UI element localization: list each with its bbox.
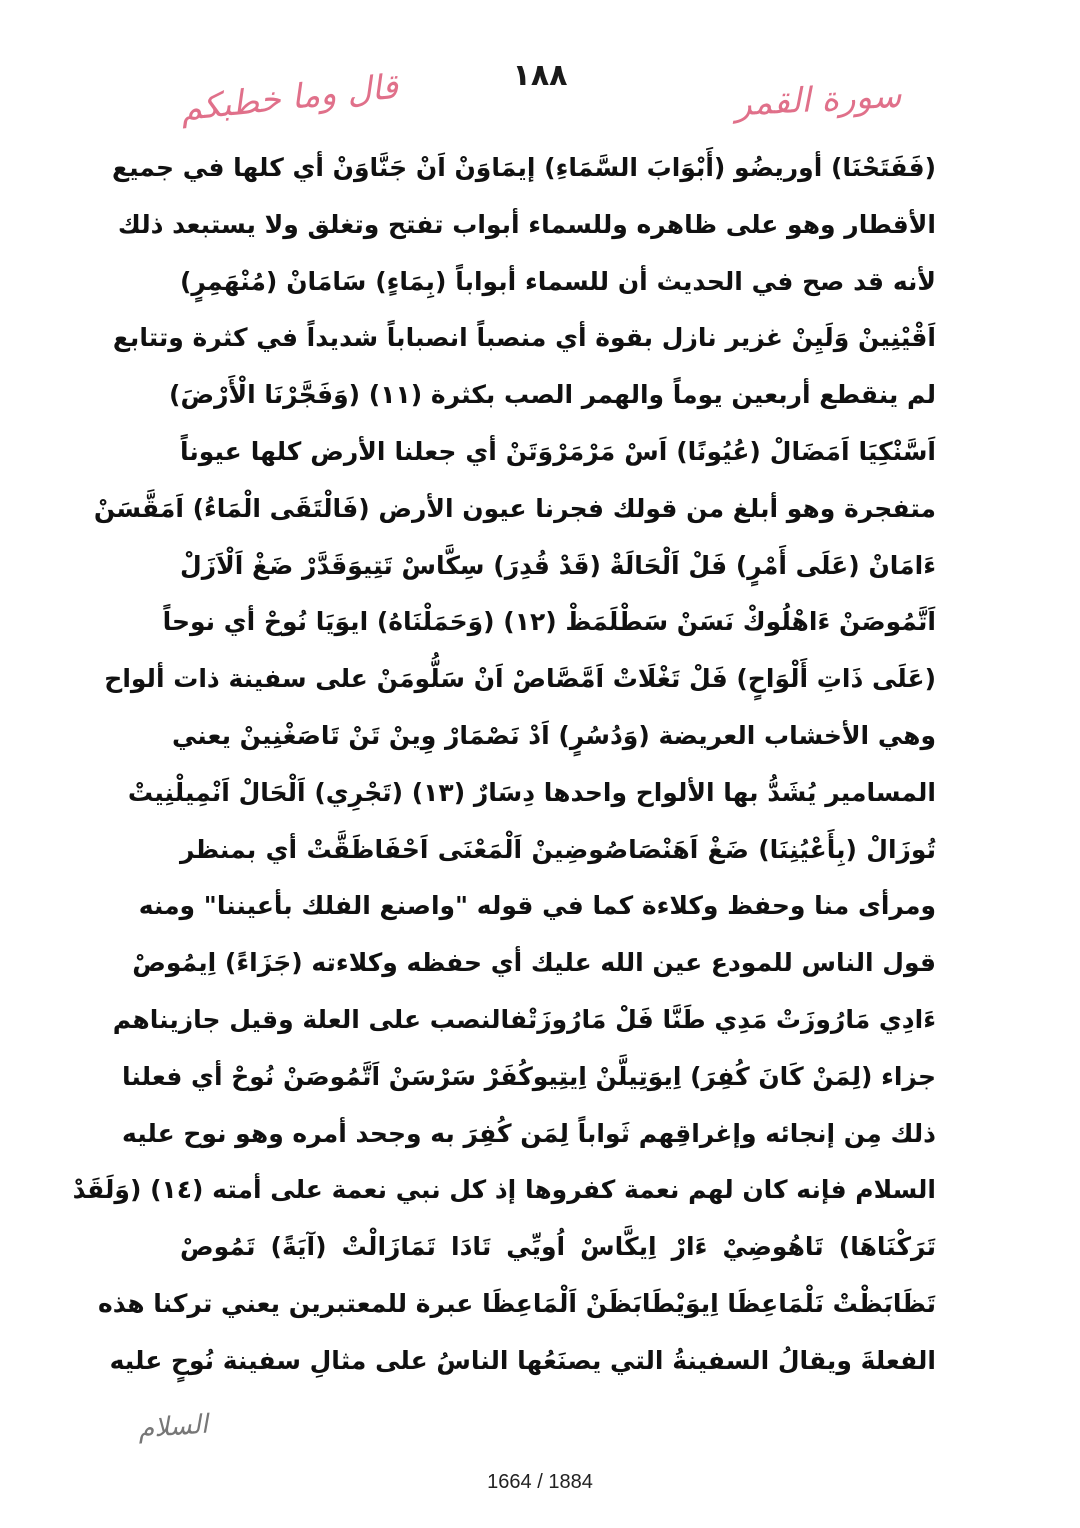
text-line: ءَادِي مَارُوزَتْ مَدِي طَنَّا فَلْ مَارُوزَتْفالنصب على العلة وقيل جازيناهم [112, 1004, 936, 1034]
text-line: تُوزَالْ (بِأَعْيُنِنَا) ضَغْ اَهَنْصَاصُوضِينْ اَلْمَعْنَى اَحْفَاظَقَّتْ أي بمنظر [180, 834, 936, 864]
text-line: السلام فإنه كان لهم نعمة كفروها إذ كل نبي نعمة على أمته (١٤) (وَلَقَدْ [72, 1175, 936, 1205]
text-line: (فَفَتَحْنَا) أوريضُو (أَبْوَابَ السَّمَاءِ) إيمَاوَنْ اَنْ جَنَّاوَنْ أي كلها في جميع [112, 153, 936, 182]
text-line: لأنه قد صح في الحديث أن للسماء أبواباً (بِمَاءٍ) سَامَانْ (مُنْهَمِرٍ) [180, 266, 936, 296]
handwritten-note-bottom: السلام [137, 1409, 209, 1445]
text-line: ذلك مِن إنجائه وإغراقِهم ثَواباً لِمَن كُفِرَ به وجحد أمره وهو نوح عليه [122, 1118, 936, 1148]
text-line: الأقطار وهو على ظاهره وللسماء أبواب تفتح وتغلق ولا يستبعد ذلك [117, 209, 936, 239]
text-line: وهي الأخشاب العريضة (وَدُسُرٍ) اَدْ نَصْمَارْ وِينْ تَنْ تَاصَغْنِينْ يعني [171, 720, 936, 750]
handwritten-note-left: قال وما خطبكم [178, 66, 400, 130]
text-line: متفجرة وهو أبلغ من قولك فجرنا عيون الأرض (فَالْتَقَى الْمَاءُ) اَمَقَّسَنْ [93, 493, 936, 523]
text-line: جزاء (لِمَنْ كَانَ كُفِرَ) اِيوَتِيلَّنْ اِيتِيوكُفَرْ سَرْسَنْ اَتَّمُوصَنْ نُوحْ أي فعلنا [122, 1061, 936, 1091]
text-line: ومرأى منا وحفظ وكلاءة كما في قوله "واصنع الفلك بأعيننا" ومنه [138, 891, 936, 921]
text-line: اَقْيْنِينْ وَلَيِنْ غزير نازل بقوة أي منصباً انصباباً شديداً في كثرة وتتابع [112, 323, 936, 353]
text-line: لم ينقطع أربعين يوماً والهمر الصب بكثرة (١١) (وَفَجَّرْنَا الْأَرْضَ) [169, 380, 936, 410]
text-line: اَسَّنْكِيَا اَمَضَالْ (عُيُونًا) اَسْ مَرْمَرْوَتَنْ أي جعلنا الأرض كلها عيوناً [180, 436, 936, 466]
text-line: تَظَابَظْتْ نَلْمَاعِظَا اِيوَيْطَابَظَنْ اَلْمَاعِظَا عبرة للمعتبرين يعني تركنا هذه [98, 1288, 936, 1318]
text-line: (عَلَى ذَاتِ أَلْوَاحٍ) فَلْ تَغْلَاتْ اَمَّصَّاصْ اَنْ سَلُّومَنْ على سفينة ذات ألواح [104, 664, 936, 694]
page-number: ١٨٨ [512, 58, 568, 93]
text-line: المسامير يُشَدُّ بها الألواح واحدها دِسَارٌ (١٣) (تَجْرِي) اَلْحَالْ اَنْمِيلْنِيتْ [127, 777, 936, 807]
text-line: الفعلةَ ويقالُ السفينةُ التي يصنَعُها الناسُ على مثالِ سفينة نُوحٍ عليه [109, 1345, 936, 1375]
text-line: ءَامَانْ (عَلَى أَمْرٍ) فَلْ اَلْحَالَةْ (قَدْ قُدِرَ) سِكَّاسْ تَتِيوَقَدَّرْ ضَغْ اَلْاَزَلْ [180, 550, 936, 580]
handwritten-note-right: سورة القمر [734, 75, 903, 125]
body-text [72, 140, 936, 1390]
page-counter: 1664 / 1884 [487, 1471, 593, 1493]
text-line: تَرَكْنَاهَا) تَاهُوضِيْ ءَارْ اِيكَّاسْ اُويِّي تَادَا تَمَازَالْتْ (آيَةً) تَمُوصْ [180, 1232, 936, 1262]
text-line: اَتَّمُوصَنْ ءَاهْلُوكْ نَسَنْ سَطْلَمَظْ (١٢) (وَحَمَلْنَاهُ) ايوَيَا نُوحْ أي نوحاً [162, 607, 936, 637]
text-line: قول الناس للمودع عين الله عليك أي حفظه وكلاءته (جَزَاءً) اِيمُوصْ [132, 948, 936, 978]
